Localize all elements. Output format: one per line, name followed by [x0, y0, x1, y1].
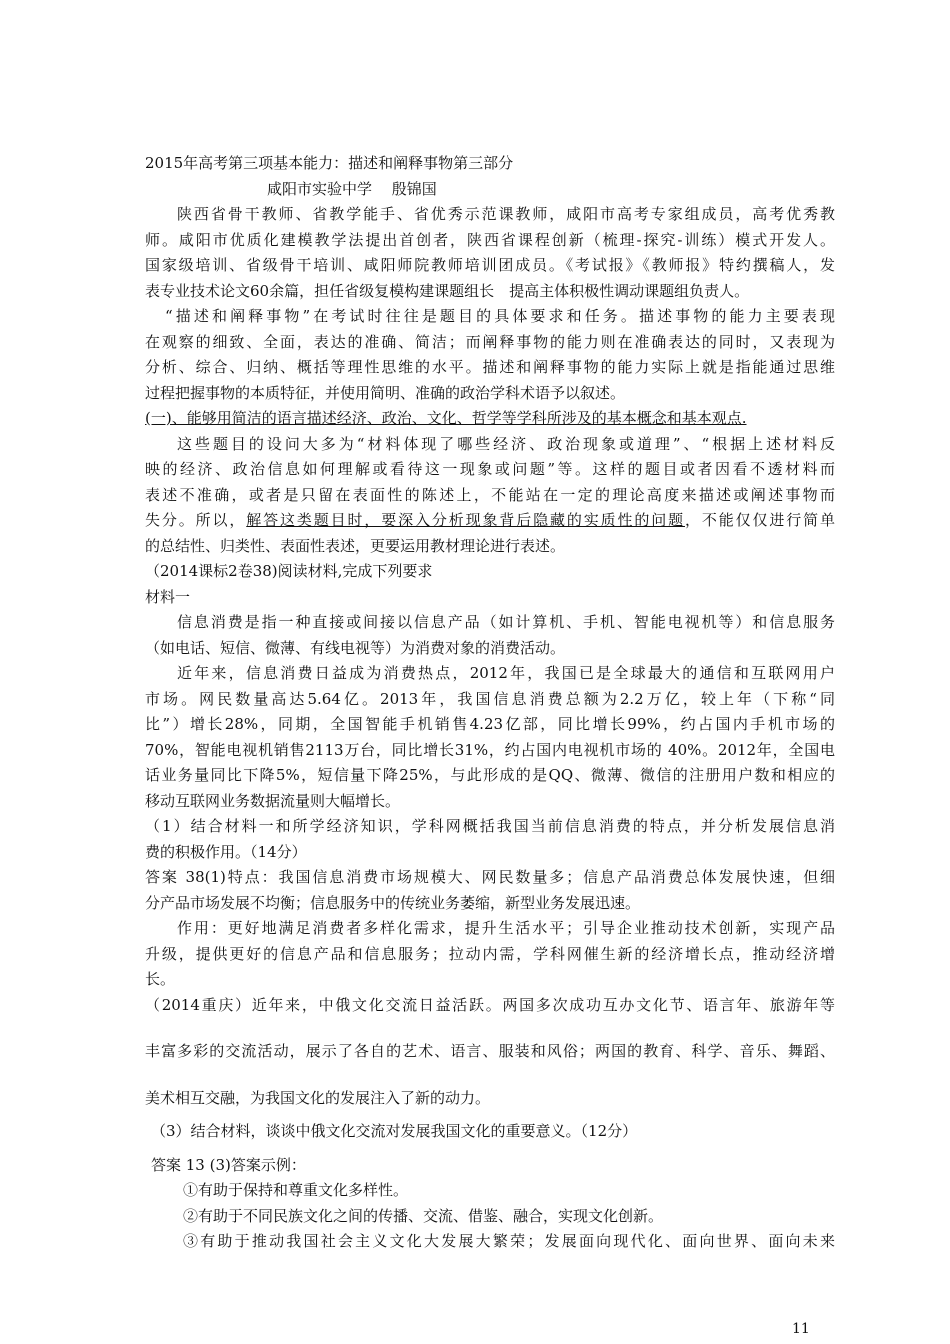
spacer: [145, 1145, 835, 1153]
intro-line: “描述和阐释事物”在考试时往往是题目的具体要求和任务。描述事物的能力主要表现: [165, 307, 835, 325]
bio-line: 国家级培训、省级骨干培训、咸阳师院教师培训团成员。《考试报》《教师报》特约撰稿人，发: [145, 256, 835, 274]
answer-label: 答案 13 (3)答案示例：: [151, 1155, 306, 1174]
material-line: 信息消费是指一种直接或间接以信息产品（如计算机、手机、智能电视机等）和信息服务: [177, 613, 835, 631]
spacer: [145, 1111, 835, 1119]
page-number: 11: [792, 1321, 810, 1337]
bio-line: 表专业技术论文60余篇，担任省级复模构建课题组长 提高主体积极性调动课题组负责人。: [145, 281, 750, 300]
material-line: （2014重庆）近年来，中俄文化交流日益活跃。两国多次成功互办文化节、语言年、旅游年等: [145, 995, 835, 1014]
intro-line: 在观察的细致、全面，表达的准确、简洁；而阐释事物的能力则在准确表达的同时，又表现为: [145, 332, 835, 351]
section-para-line: 这些题目的设问大多为“材料体现了哪些经济、政治现象或道理”、“根据上述材料反: [177, 434, 835, 453]
section-para-line: [145, 508, 835, 534]
document-body: [145, 151, 835, 1255]
intro-line: 过程把握事物的本质特征，并使用简明、准确的政治学科术语予以叙述。: [145, 383, 626, 402]
material-line: 70%，智能电视机销售2113万台，同比增长31%，约占国内电视机市场的 40%。2012年，全国电: [145, 740, 835, 759]
answer-point: ③有助于推动我国社会主义文化大发展大繁荣；发展面向现代化、面向世界、面向未来: [183, 1232, 835, 1250]
spacer: [145, 1018, 835, 1039]
underlined-emphasis: 解答这类题目时，要深入分析现象背后隐藏的实质性的问题: [246, 511, 685, 529]
material-label: 材料一: [145, 587, 191, 606]
bio-line: 陕西省骨干教师、省教学能手、省优秀示范课教师，咸阳市高考专家组成员，高考优秀教: [177, 205, 835, 223]
material-line: （如电话、短信、微薄、有线电视等）为消费对象的消费活动。: [145, 638, 566, 657]
material-line: 话业务量同比下降5%，短信量下降25%，与此形成的是QQ、微薄、微信的注册用户数和相应的: [145, 766, 835, 784]
material-line: 比”）增长28%，同期，全国智能手机销售4.23亿部，同比增长99%，约占国内手机市场的: [145, 715, 835, 733]
answer-effect-line: 长。: [145, 970, 176, 988]
intro-line: 分析、综合、归纳、概括等理性思维的水平。描述和阐释事物的能力实际上就是指能通过思维: [145, 358, 835, 376]
author-line: 咸阳市实验中学 殷锦国: [267, 179, 437, 198]
section-para-line: 映的经济、政治信息如何理解或看待这一现象或问题”等。这样的题目或者因看不透材料而: [145, 460, 835, 478]
question-line: （1）结合材料一和所学经济知识，学科网概括我国当前信息消费的特点，并分析发展信息消: [145, 817, 835, 835]
question-line: （3）结合材料，谈谈中俄文化交流对发展我国文化的重要意义。（12分）: [151, 1122, 638, 1140]
material-line: 移动互联网业务数据流量则大幅增长。: [145, 791, 401, 810]
section-para-line: 表述不准确，或者是只留在表面性的陈述上，不能站在一定的理论高度来描述或阐述事物而: [145, 485, 835, 504]
document-title: 2015年高考第三项基本能力：描述和阐释事物第三部分: [145, 154, 514, 172]
material-line: 近年来，信息消费日益成为消费热点，2012年，我国已是全球最大的通信和互联网用户: [177, 664, 835, 682]
answer-effect-line: 作用：更好地满足消费者多样化需求，提升生活水平；引导企业推动技术创新，实现产品: [177, 919, 835, 937]
answer-point: ①有助于保持和尊重文化多样性。: [183, 1181, 409, 1199]
question-source: （2014课标2卷38)阅读材料,完成下列要求: [145, 562, 433, 580]
material-line: 丰富多彩的交流活动，展示了各自的艺术、语言、服装和风俗；两国的教育、科学、音乐、舞蹈、: [145, 1042, 835, 1060]
answer-effect-line: 升级，提供更好的信息产品和信息服务；拉动内需，学科网催生新的经济增长点，推动经济增: [145, 944, 835, 963]
spacer: [145, 1065, 835, 1086]
question-line: 费的积极作用。（14分）: [145, 842, 307, 861]
bio-line: 师。咸阳市优质化建模教学法提出首创者，陕西省课程创新（梳理-探究-训练）模式开发人。: [145, 230, 835, 249]
answer-line: 答案 38(1)特点：我国信息消费市场规模大、网民数量多；信息产品消费总体发展快速，但细: [145, 868, 835, 886]
para-text: 失分。所以，: [145, 511, 247, 529]
answer-line: 分产品市场发展不均衡；信息服务中的传统业务萎缩，新型业务发展迅速。: [145, 893, 641, 912]
section-heading: (一)、能够用简洁的语言描述经济、政治、文化、哲学等学科所涉及的基本概念和基本观点.: [145, 409, 747, 427]
material-line: 市场。网民数量高达5.64亿。2013年，我国信息消费总额为2.2万亿，较上年（下称“同: [145, 689, 835, 708]
para-text: ，不能仅仅进行简单: [684, 511, 835, 529]
material-line: 美术相互交融，为我国文化的发展注入了新的动力。: [145, 1088, 491, 1107]
answer-point: ②有助于不同民族文化之间的传播、交流、借鉴、融合，实现文化创新。: [183, 1206, 664, 1225]
section-para-line: 的总结性、归类性、表面性表述，更要运用教材理论进行表述。: [145, 536, 566, 555]
